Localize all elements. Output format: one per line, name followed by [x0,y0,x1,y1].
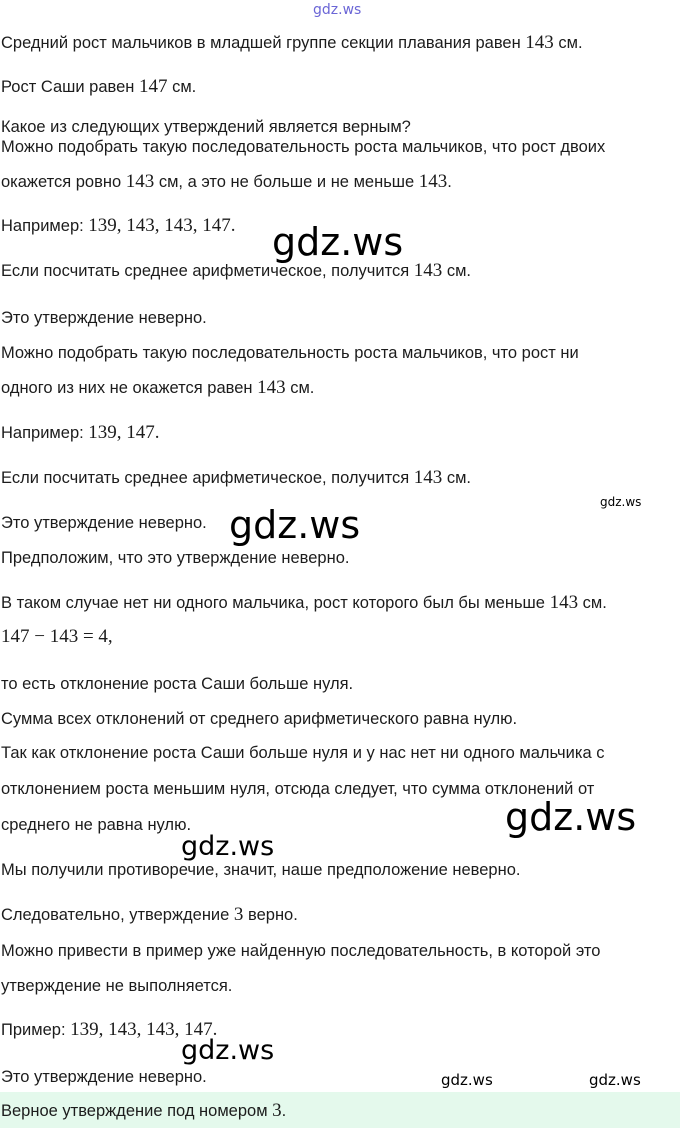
s2-line-1: Можно подобрать такую последовательность роста мальчиков, что рост ни [1,344,579,362]
answer-text: Верное утверждение под номером 3. [1,1100,287,1121]
s2-mean: Если посчитать среднее арифметическое, получится 143 см. [1,467,472,488]
s4-verdict: Это утверждение неверно. [1,1068,207,1086]
s3-line-9: Мы получили противоречие, значит, наше предположение неверно. [1,861,521,879]
watermark: gdz.ws [441,1071,493,1089]
s2-example: Например: 139, 147. [1,422,160,443]
problem-line-3: Какое из следующих утверждений является верным? [1,118,411,136]
s1-line-1: Можно подобрать такую последовательность роста мальчиков, что рост двоих [1,138,606,156]
watermark: gdz.ws [181,831,275,862]
s1-mean: Если посчитать среднее арифметическое, получится 143 см. [1,260,472,281]
s2-line-2: одного из них не окажется равен 143 см. [1,377,315,398]
watermark: gdz.ws [600,495,642,509]
s2-verdict: Это утверждение неверно. [1,514,207,532]
s3-line-6: Так как отклонение роста Саши больше нуля и у нас нет ни одного мальчика с [1,744,605,762]
s3-line-2: В таком случае нет ни одного мальчика, рост которого был бы меньше 143 см. [1,592,607,613]
problem-line-1: Средний рост мальчиков в младшей группе секции плавания равен 143 см. [1,32,583,53]
s1-example: Например: 139, 143, 143, 147. [1,215,236,236]
s3-line-8: среднего не равна нулю. [1,816,192,834]
watermark: gdz.ws [181,1035,275,1066]
s4-line-2: утверждение не выполняется. [1,977,233,995]
s4-line-1: Можно привести в пример уже найденную последовательность, в которой это [1,942,601,960]
answer-box [0,1092,680,1128]
watermark: gdz.ws [272,220,404,264]
s1-line-2: окажется ровно 143 см, а это не больше и не меньше 143. [1,171,452,192]
s3-line-4: то есть отклонение роста Саши больше нуля. [1,675,354,693]
s4-example: Пример: 139, 143, 143, 147. [1,1019,218,1040]
problem-line-2: Рост Саши равен 147 см. [1,76,197,97]
s3-line-7: отклонением роста меньшим нуля, отсюда следует, что сумма отклонений от [1,780,595,798]
s3-line-5: Сумма всех отклонений от среднего арифметического равна нулю. [1,710,518,728]
s1-verdict: Это утверждение неверно. [1,309,207,327]
s3-equation: 147 − 143 = 4, [1,626,113,647]
watermark-top: gdz.ws [313,2,362,18]
s3-conclusion: Следовательно, утверждение 3 верно. [1,904,298,925]
watermark: gdz.ws [505,795,637,839]
s3-line-1: Предположим, что это утверждение неверно. [1,549,350,567]
watermark: gdz.ws [589,1071,641,1089]
watermark: gdz.ws [229,503,361,547]
